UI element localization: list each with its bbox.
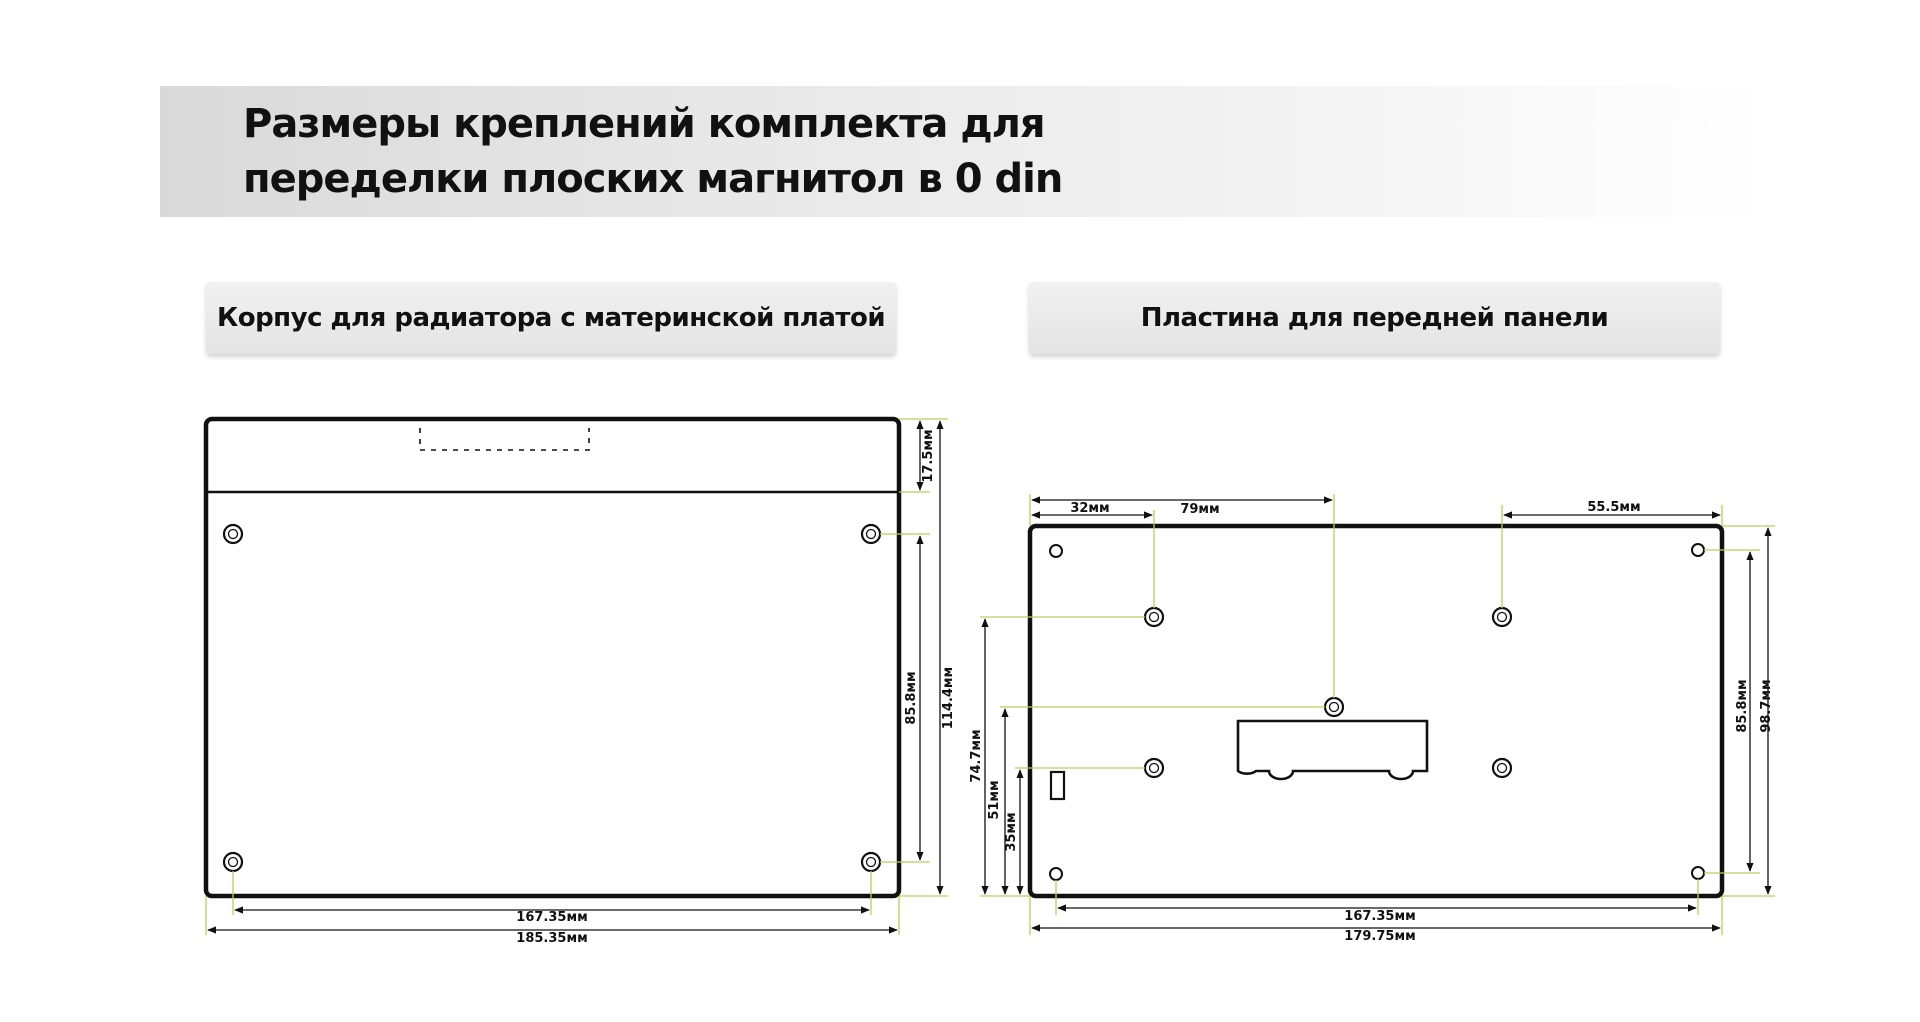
label-height-c: 35мм xyxy=(1004,812,1019,852)
slot-cutout xyxy=(1051,772,1064,799)
label-height-b: 51мм xyxy=(987,780,1002,820)
mount-hole xyxy=(224,525,242,543)
label-height-a: 74.7мм xyxy=(969,729,984,783)
left-panel-heading: Корпус для радиатора с материнской платой xyxy=(206,282,896,354)
label-total-width-right: 179.75мм xyxy=(1344,929,1416,944)
label-right-offset: 55.5мм xyxy=(1587,500,1641,515)
plate-outline xyxy=(1030,526,1722,896)
mount-hole xyxy=(862,853,880,871)
label-total-height-right: 98.7мм xyxy=(1759,679,1774,733)
label-hole-vertical-right: 85.8мм xyxy=(1735,679,1750,733)
label-hole-horizontal: 167.35мм xyxy=(516,910,588,925)
plate-small-holes xyxy=(1050,544,1704,880)
label-total-width: 185.35мм xyxy=(516,931,588,946)
housing-cutout-dashed xyxy=(420,428,589,450)
label-total-height: 114.4мм xyxy=(941,666,956,730)
label-hole-horizontal-right: 167.35мм xyxy=(1344,909,1416,924)
mount-hole xyxy=(862,525,880,543)
mount-hole xyxy=(1050,868,1062,880)
housing-mount-holes xyxy=(224,525,880,871)
label-hole-vertical: 85.8мм xyxy=(904,671,919,725)
right-panel-heading: Пластина для передней панели xyxy=(1029,282,1720,354)
left-housing-drawing xyxy=(206,419,956,946)
right-plate-drawing xyxy=(969,494,1775,944)
title-line-2: переделки плоских магнитол в 0 din xyxy=(243,156,1063,202)
label-top-strip: 17.5мм xyxy=(921,429,936,483)
mount-hole xyxy=(1050,545,1062,557)
mount-hole xyxy=(1692,867,1704,879)
mount-hole xyxy=(224,853,242,871)
mount-hole xyxy=(1692,544,1704,556)
title-line-1: Размеры креплений комплекта для xyxy=(243,101,1045,147)
label-left-offset: 32мм xyxy=(1070,501,1110,516)
housing-outline xyxy=(206,419,899,896)
plate-standoff-holes xyxy=(1145,608,1511,777)
connector-cutout xyxy=(1238,721,1427,779)
label-center-offset: 79мм xyxy=(1180,502,1220,517)
